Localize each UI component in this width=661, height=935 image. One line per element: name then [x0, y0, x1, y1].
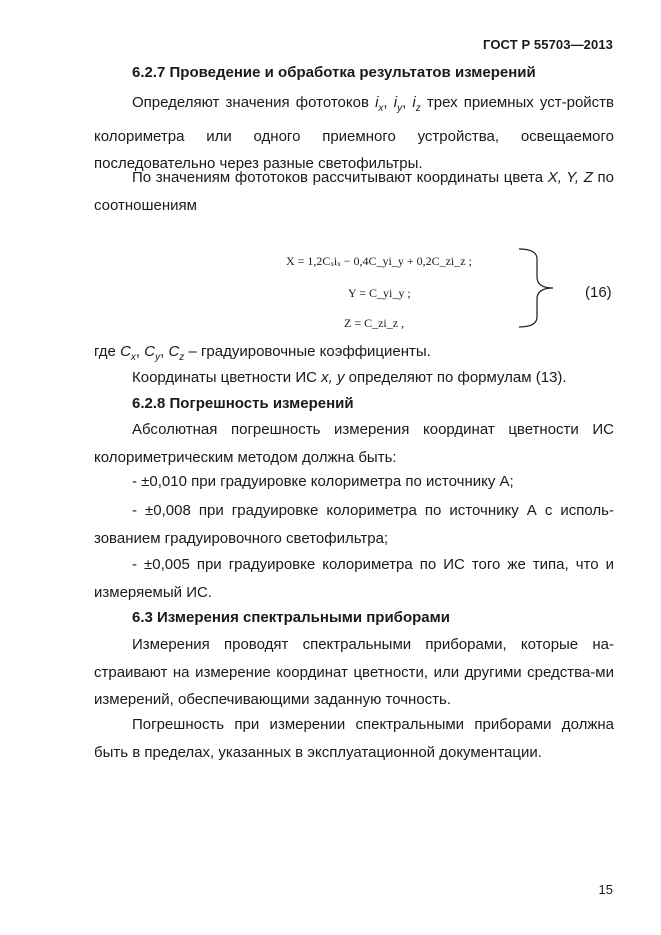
- paragraph-photocurrents: Определяют значения фототоков $i_x$, $i_y$, $i_z$ трех приемных уст-ройств колориметра или одного приемного устройства, освещаемого последовательно через разные светофильтры.: [94, 94, 615, 172]
- formula-line-z: Z = C_zi_z ,: [344, 316, 405, 330]
- page-number: 15: [598, 882, 613, 897]
- list-item: - ±0,010 при градуировке колориметра по источнику А;: [132, 473, 514, 490]
- curly-brace-icon: [515, 247, 555, 329]
- section-heading-6-2-8: 6.2.8 Погрешность измерений: [132, 395, 354, 412]
- formula-line-x: X = 1,2Cₓiₓ − 0,4C_yi_y + 0,2C_zi_z ;: [286, 254, 472, 268]
- paragraph-chromaticity: Координаты цветности ИС x, y определяют по формулам (13).: [132, 369, 567, 386]
- paragraph-coefficients: где $C_x$, $C_y$, $C_z$ – градуировочные коэффициенты.: [94, 343, 431, 363]
- paragraph-spectral-instruments: Измерения проводят спектральными приборами, которые на-страивают на измерение координат цветности, или другими средства-ми измерений, обеспечивающими заданную точность.: [94, 636, 614, 708]
- section-heading-6-3: 6.3 Измерения спектральными приборами: [132, 609, 450, 626]
- paragraph-color-coordinates: По значениям фототоков рассчитывают координаты цвета X, Y, Z по соотношениям: [94, 169, 614, 214]
- paragraph-absolute-error: Абсолютная погрешность измерения координат цветности ИС колориметрическим методом должна быть:: [94, 421, 614, 466]
- list-item: - ±0,008 при градуировке колориметра по источнику А с исполь-зованием градуировочного светофильтра;: [94, 502, 614, 547]
- list-item: - ±0,005 при градуировке колориметра по ИС того же типа, что и измеряемый ИС.: [94, 556, 614, 601]
- paragraph-spectral-error: Погрешность при измерении спектральными приборами должна быть в пределах, указанных в эксплуатационной документации.: [94, 716, 614, 761]
- equation-number: (16): [585, 284, 612, 301]
- section-heading-6-2-7: 6.2.7 Проведение и обработка результатов измерений: [132, 64, 536, 81]
- formula-line-y: Y = C_yi_y ;: [348, 286, 411, 300]
- standard-number: ГОСТ Р 55703—2013: [483, 37, 613, 52]
